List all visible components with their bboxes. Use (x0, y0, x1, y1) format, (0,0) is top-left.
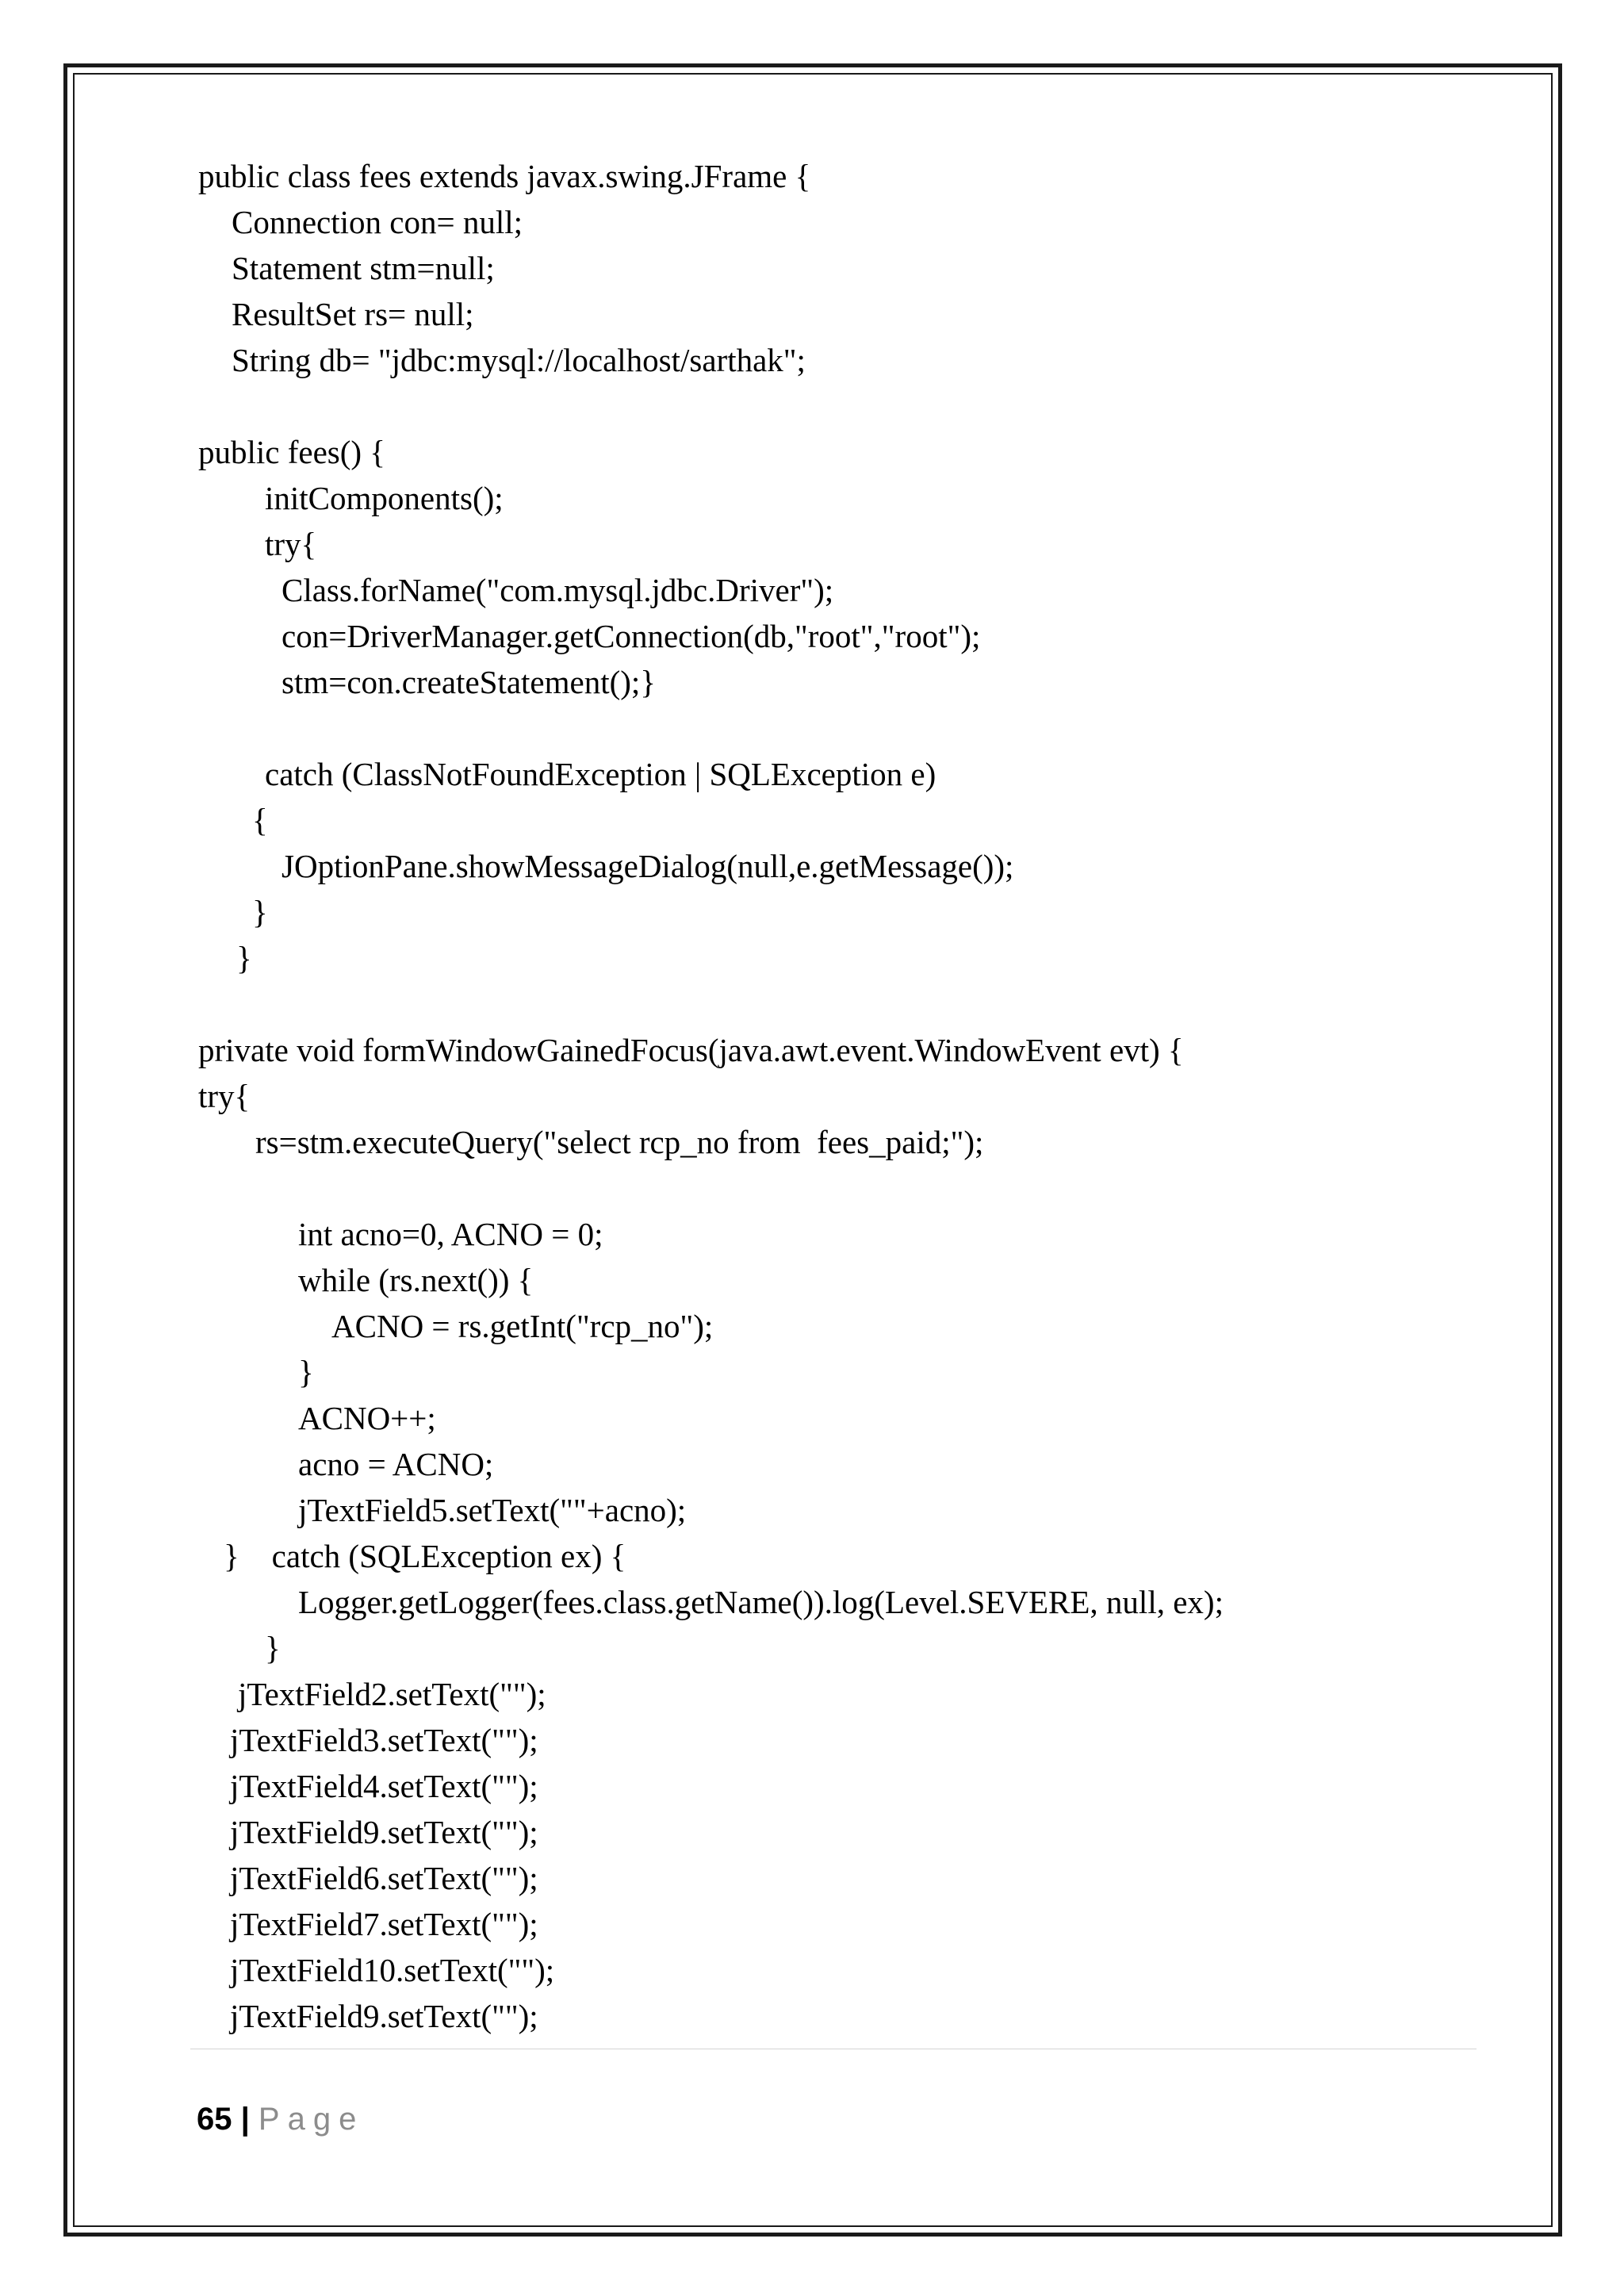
code-line: } (265, 1630, 281, 1666)
code-line: JOptionPane.showMessageDialog(null,e.getMessage()); (282, 848, 1014, 884)
code-line: int acno=0, ACNO = 0; (298, 1216, 603, 1252)
code-line: jTextField6.setText(""); (230, 1860, 538, 1896)
code-line: } (298, 1354, 314, 1390)
code-line: String db= "jdbc:mysql://localhost/sarthak"; (232, 342, 806, 378)
code-line: } catch (SQLException ex) { (224, 1538, 626, 1574)
code-line: catch (ClassNotFoundException | SQLException e) (265, 756, 936, 792)
code-line: Logger.getLogger(fees.class.getName()).log(Level.SEVERE, null, ex); (298, 1584, 1224, 1620)
code-line: while (rs.next()) { (298, 1262, 534, 1298)
code-line: Statement stm=null; (232, 250, 495, 286)
code-line: public fees() { (198, 434, 385, 470)
page-number: 65 (197, 2102, 232, 2137)
page-footer (197, 2100, 364, 2138)
code-line: { (252, 802, 268, 838)
code-line: stm=con.createStatement();} (282, 664, 656, 700)
code-line: jTextField5.setText(""+acno); (298, 1492, 687, 1528)
code-line: rs=stm.executeQuery("select rcp_no from fees_paid;"); (255, 1124, 984, 1160)
code-line: ACNO++; (298, 1400, 436, 1436)
code-line: try{ (265, 526, 317, 562)
code-line: jTextField7.setText(""); (230, 1906, 538, 1942)
code-line: ResultSet rs= null; (232, 296, 474, 332)
code-line: jTextField4.setText(""); (230, 1768, 538, 1804)
code-line: jTextField3.setText(""); (230, 1722, 538, 1758)
code-line: jTextField9.setText(""); (230, 1814, 538, 1850)
code-line: jTextField10.setText(""); (230, 1952, 555, 1988)
code-line: jTextField2.setText(""); (238, 1676, 546, 1712)
code-line: acno = ACNO; (298, 1446, 494, 1482)
code-line: initComponents(); (265, 480, 504, 516)
code-line: } (252, 894, 268, 930)
page-separator: | (232, 2102, 259, 2137)
page-label: Page (258, 2102, 365, 2137)
code-line: jTextField9.setText(""); (230, 1998, 538, 2034)
code-line: try{ (198, 1078, 251, 1114)
code-line: private void formWindowGainedFocus(java.awt.event.WindowEvent evt) { (198, 1032, 1184, 1068)
code-line: ACNO = rs.getInt("rcp_no"); (331, 1308, 714, 1344)
code-line: } (236, 940, 252, 976)
code-line: Connection con= null; (232, 204, 523, 240)
code-line: public class fees extends javax.swing.JFrame { (198, 158, 811, 194)
code-line: con=DriverManager.getConnection(db,"root","root"); (282, 618, 981, 654)
code-line: Class.forName("com.mysql.jdbc.Driver"); (282, 572, 834, 608)
